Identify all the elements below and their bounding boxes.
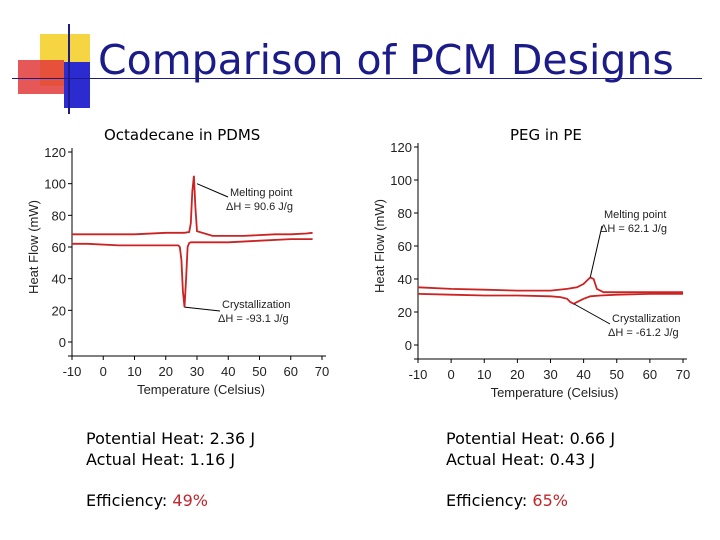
slide-title: Comparison of PCM Designs [98,36,674,84]
right-stats [446,428,615,470]
left-x-tick-label: 0 [99,364,107,379]
right-y-tick-label: 0 [404,338,412,353]
right-annotation-pointer [574,304,610,324]
right-x-axis-label: Temperature (Celsius) [490,385,619,400]
right-x-tick-label: 10 [477,367,492,382]
right-series-2-line [418,294,683,304]
right-chart-heading: PEG in PE [510,126,582,144]
right-actual-heat: Actual Heat: 0.43 J [446,450,596,469]
left-y-tick-label: 40 [51,271,66,287]
right-x-tick-label: 70 [675,367,691,382]
left-y-tick-label: 120 [44,145,66,160]
right-annotation-value: ΔH = -61.2 J/g [608,327,679,339]
left-x-tick-label: 70 [314,364,330,379]
left-efficiency-label: Efficiency: [86,491,168,510]
left-x-tick-label: 20 [158,364,173,379]
left-x-tick-label: 60 [283,364,298,379]
left-actual-heat: Actual Heat: 1.16 J [86,450,236,469]
right-y-tick-label: 120 [390,140,412,155]
left-x-tick-label: 30 [189,364,205,379]
left-x-axis-label: Temperature (Celsius) [137,382,265,397]
left-x-tick-label: 10 [127,364,142,379]
left-y-tick-label: 20 [51,303,66,319]
right-x-tick-label: 30 [543,367,558,382]
right-y-tick-label: 60 [397,239,412,254]
right-annotation-label: Crystallization [612,313,681,325]
left-y-tick-label: 0 [58,335,66,350]
left-x-tick-label: 40 [221,364,236,379]
left-y-tick-label: 80 [51,208,66,224]
right-y-tick-label: 40 [397,272,412,287]
left-potential-heat: Potential Heat: 2.36 J [86,429,256,448]
right-x-tick-label: -10 [408,367,428,382]
left-y-tick-label: 100 [44,176,66,192]
right-x-tick-label: 50 [609,367,624,382]
right-x-tick-label: 40 [576,367,591,382]
left-annotation-pointer [185,307,221,311]
left-annotation-value: ΔH = 90.6 J/g [226,201,293,213]
right-y-tick-label: 100 [390,173,412,188]
left-series-2-line [72,239,313,307]
left-x-tick-label: 50 [252,364,267,379]
left-y-axis-label: Heat Flow (mW) [26,200,41,294]
right-series-1-line [418,277,683,292]
right-annotation-label: Melting point [604,209,667,221]
right-y-tick-label: 20 [397,305,412,320]
right-x-tick-label: 20 [510,367,525,382]
right-x-tick-label: 0 [447,367,455,382]
right-annotation-value: ΔH = 62.1 J/g [600,223,667,235]
left-y-tick-label: 60 [51,240,66,255]
left-annotation-label: Melting point [230,187,293,199]
right-efficiency-label: Efficiency: [446,491,528,510]
right-efficiency-value: 65% [532,491,568,510]
left-efficiency [86,490,208,511]
left-annotation-label: Crystallization [222,299,291,311]
right-y-axis-label: Heat Flow (mW) [372,199,387,293]
left-efficiency-value: 49% [172,491,208,510]
right-x-tick-label: 60 [642,367,658,382]
left-chart-heading: Octadecane in PDMS [104,126,261,144]
left-annotation-value: ΔH = -93.1 J/g [218,313,289,325]
left-x-tick-label: -10 [62,364,82,379]
left-stats [86,428,255,470]
right-y-tick-label: 80 [397,206,412,221]
left-annotation-pointer [197,184,228,197]
right-potential-heat: Potential Heat: 0.66 J [446,429,616,448]
right-efficiency [446,490,568,511]
